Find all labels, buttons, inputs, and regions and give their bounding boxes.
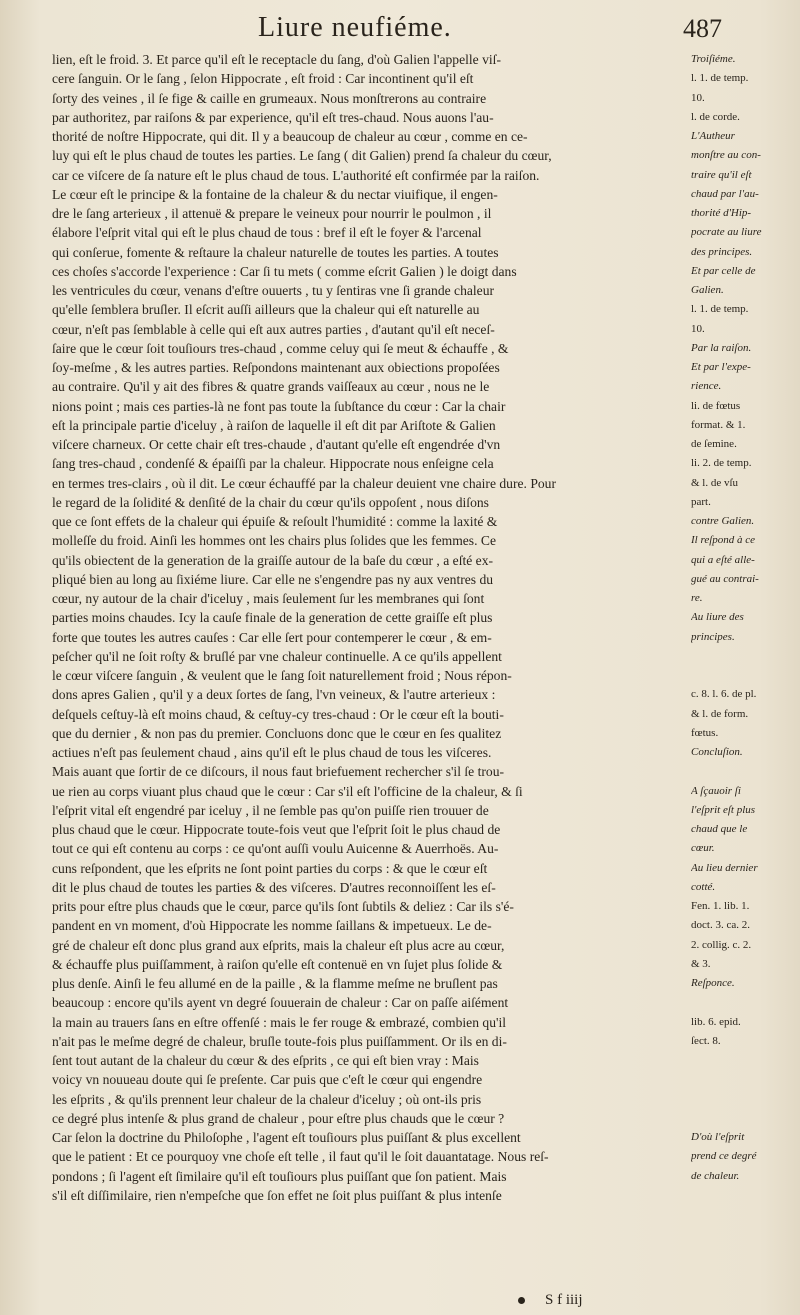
text-line: cœur, ny autour de la chair d'iceluy , mais ſeulement ſur les membranes qui ſont (52, 591, 485, 606)
margin-note: cœur. (691, 842, 715, 855)
margin-note: Concluſion. (691, 746, 743, 758)
margin-note: doct. 3. ca. 2. (691, 919, 750, 932)
margin-note: qui a eſté alle- (691, 553, 755, 566)
margin-spacer (691, 1186, 797, 1205)
text-line: lien, eſt le froid. 3. Et parce qu'il eſt le receptacle du ſang, d'où Galien l'appelle viſ- (52, 52, 501, 67)
text-line: peſcher qu'il ne ſoit roſty & bruſlé par vne chaleur continuelle. A ce qu'ils appellent (52, 648, 502, 664)
margin-note: de chaleur. (691, 1169, 740, 1182)
margin-note: L'Autheur (691, 130, 735, 142)
text-line: actiues n'eſt pas ſeulement chaud , ains qu'il eſt le plus chaud de tous les viſceres. (52, 745, 492, 760)
text-line: car ce viſcere de ſa nature eſt le plus chaud de tous. L'authorité eſt confirmée par la raiſon. (52, 167, 540, 183)
text-line: en termes tres-clairs , où il dit. Le cœur échauffé par la chaleur deuient vne chaire dure. Pour (52, 475, 557, 491)
margin-spacer (691, 762, 797, 781)
text-line: viſcere charneux. Or cette chair eſt tres-chaude , d'autant qu'elle eſt engendrée d'vn (52, 437, 501, 452)
text-line: Mais auant que ſortir de ce diſcours, il nous faut briefuement rechercher s'il ſe trou- (52, 764, 505, 780)
margin-note: Et par l'expe- (691, 361, 751, 373)
page-footer (0, 1292, 800, 1312)
margin-note: Au liure des (691, 611, 744, 624)
margin-spacer (691, 1090, 797, 1109)
text-line: pliqué bien au long au ſixiéme liure. Car elle ne s'engendre pas ny aux ventres du (52, 571, 494, 587)
text-line: le cœur viſcere ſanguin , & veulent que le ſang ſoit naturellement froid ; Nous répon- (52, 668, 512, 683)
margin-note: fœtus. (691, 726, 719, 739)
text-line: molleſſe du froid. Ainſi les hommes ont les chairs plus ſolides que les femmes. Ce (52, 533, 496, 549)
margin-note: gué au contrai- (691, 572, 759, 585)
text-line: prits pour eſtre plus chauds que le cœur, parce qu'ils ſont ſubtils & deliez : Car ils s'é- (52, 899, 514, 914)
text-line: forte que toutes les autres cauſes : Car elle ſert pour contemperer le cœur , & em- (52, 629, 492, 645)
margin-note: & l. de form. (691, 707, 749, 720)
text-line: n'ait pas le meſme degré de chaleur, bruſle toute-fois plus puiſſamment. Or ils en di- (52, 1033, 507, 1049)
text-line: luy qui eſt le plus chaud de toutes les parties. Le ſang ( dit Galien) prend ſa chaleur du cœur, (52, 148, 552, 164)
text-line: l'eſprit vital eſt engendré par iceluy , il ne ſemble pas qu'on puiſſe rien trouuer de (52, 802, 489, 818)
text-line: gré de chaleur eſt donc plus grand aux eſprits, mais la chaleur eſt plus acre au cœur, (52, 937, 505, 953)
text-line: pondons ; ſi l'agent eſt ſimilaire qu'il eſt touſiours plus puiſſant que ſon patient. Mais (52, 1168, 507, 1184)
margin-note: l. de corde. (691, 110, 740, 123)
text-line: ces choſes s'accorde l'experience : Car ſi tu mets ( comme eſcrit Galien ) le doigt dans (52, 263, 517, 279)
margin-note: l. 1. de temp. (691, 72, 749, 85)
text-line: que du dernier , & non pas du premier. Concluons donc que le cœur en ſes qualitez (52, 725, 502, 741)
text-line: thorité de noſtre Hippocrate, qui dit. Il y a beaucoup de chaleur au cœur , comme en ce- (52, 129, 528, 144)
text-line: Car ſelon la doctrine du Philoſophe , l'agent eſt touſiours plus puiſſant & plus excellent (52, 1130, 521, 1145)
main-text-column (52, 50, 680, 1205)
text-line: s'il eſt diſſimilaire, rien n'empeſche que ſon effet ne ſoit plus puiſſant & plus intenſe (52, 1187, 502, 1203)
margin-note: prend ce degré (691, 1150, 757, 1163)
margin-note: cotté. (691, 880, 716, 893)
text-line: ſang tres-chaud , condenſé & épaiſſi par la chaleur. Hippocrate nous enſeigne cela (52, 456, 494, 472)
text-line: eſt la principale partie d'iceluy , à raiſon de laquelle il eſt dit par Ariſtote & Galien (52, 417, 496, 433)
margin-note: 10. (691, 91, 705, 104)
text-line: au contraire. Qu'il y ait des fibres & quatre grands vaiſſeaux au cœur , nous ne le (52, 379, 490, 395)
text-line: parties moins chaudes. Icy la cauſe finale de la generation de cette graiſſe eſt plus (52, 610, 493, 626)
margin-note: li. 2. de temp. (691, 457, 752, 470)
text-line: qu'ils obiectent de la generation de la graiſſe autour de la baſe du cœur , a eſté ex- (52, 552, 494, 568)
margin-note: des principes. (691, 245, 753, 258)
margin-note: contre Galien. (691, 515, 755, 527)
text-line: dit le plus chaud de toutes les parties & des viſceres. D'autres reconnoiſſent les eſ- (52, 879, 496, 895)
margin-note: pocrate au liure (691, 226, 762, 239)
margin-note: Galien. (691, 284, 724, 296)
margin-note: Reſponce. (691, 977, 735, 989)
text-line: plus chaud que le cœur. Hippocrate toute-fois veut que l'eſprit ſoit le plus chaud de (52, 822, 501, 837)
text-line: cere ſanguin. Or le ſang , ſelon Hippocrate , eſt froid : Car incontinent qu'il eſt (52, 71, 474, 87)
margin-note: & l. de vſu (691, 476, 739, 489)
margin-note: A ſçauoir ſi (691, 784, 741, 797)
text-line: les eſprits , & qu'ils prennent leur chaleur de la chaleur d'iceluy ; où ont-ils pris (52, 1091, 482, 1107)
text-line: élabore l'eſprit vital qui eſt le plus chaud de tous : bref il eſt le foyer & l'arcenal (52, 225, 482, 241)
margin-note: l. 1. de temp. (691, 303, 749, 316)
text-line: ſaire que le cœur ſoit touſiours tres-chaud , comme celuy qui ſe meut & échauffe , & (52, 340, 509, 356)
text-line: les ventricules du cœur, venans d'eſtre ouuerts , tu y ſentiras vne ſi grande chaleur (52, 283, 495, 298)
margin-note: principes. (691, 630, 735, 643)
margin-note: D'où l'eſprit (691, 1131, 745, 1143)
text-line: que ce ſont effets de la chaleur qui épuiſe & reſoult l'humidité : comme la laxité & (52, 514, 498, 529)
margin-note: Troiſiéme. (691, 53, 736, 65)
margin-note: l'eſprit eſt plus (691, 803, 756, 816)
text-line: nions point ; mais ces parties-là ne font pas toute la ſubſtance du cœur : Car la chair (52, 398, 506, 414)
margin-note: chaud que le (691, 823, 748, 835)
margin-note: & 3. (691, 957, 711, 970)
text-line: plus denſe. Ainſi le feu allumé en de la paille , & la flamme meſme ne bruſlent pas (52, 976, 498, 991)
text-line: cœur, n'eſt pas ſemblable à celle qui eſt aux autres parties , d'autant qu'il eſt neceſ- (52, 321, 495, 337)
text-line: & échauffe plus puiſſamment, à raiſon qu'elle eſt contenuë en vn ſujet plus ſolide & (52, 956, 503, 972)
margin-note: Fen. 1. lib. 1. (691, 900, 750, 912)
margin-spacer (691, 666, 797, 685)
margin-note: Au lieu dernier (691, 861, 758, 874)
margin-note: re. (691, 592, 703, 604)
text-line: le regard de la ſolidité & denſité de la chair du cœur qu'ils oppoſent , nous diſons (52, 494, 489, 510)
text-line: cuns reſpondent, que les eſprits ne ſont point parties du corps : & que le cœur eſt (52, 860, 488, 876)
text-line: la main au trauers ſans en eſtre offenſé : mais le fer rouge & embrazé, combien qu'il (52, 1014, 507, 1030)
margin-spacer (691, 1109, 797, 1128)
margin-note: 2. collig. c. 2. (691, 938, 752, 951)
margin-note: ſect. 8. (691, 1034, 721, 1047)
margin-note: c. 8. l. 6. de pl. (691, 688, 757, 701)
margin-note: thorité d'Hip- (691, 207, 752, 219)
margin-note: traire qu'il eſt (691, 168, 752, 181)
text-line: dons apres Galien , qu'il y a deux ſortes de ſang, l'vn veineux, & l'autre arterieux : (52, 687, 496, 703)
text-line: ſorty des veines , il ſe fige & caille en grumeaux. Nous monſtrerons au contraire (52, 90, 487, 106)
margin-note: lib. 6. epid. (691, 1015, 741, 1028)
text-line: beaucoup : encore qu'ils ayent vn degré ſouuerain de chaleur : Car on paſſe aiſément (52, 995, 509, 1011)
text-line: ſoy-meſme , & les autres parties. Reſpondons maintenant aux obiections propoſées (52, 360, 500, 375)
margin-note: Par la raiſon. (691, 341, 752, 354)
margin-note: monſtre au con- (691, 149, 761, 162)
page-number: 487 (683, 14, 722, 43)
text-line: qu'elle ſemblera bruſler. Il eſcrit auſſi ailleurs que la chaleur qui eſt naturelle au (52, 302, 480, 318)
margin-spacer (691, 1070, 797, 1089)
margin-note: li. de fœtus (691, 399, 741, 412)
margin-note: rience. (691, 380, 722, 393)
text-line: ue rien au corps viuant plus chaud que le cœur : Car s'il eſt l'officine de la chaleur, & ſi (52, 783, 523, 799)
text-line: par authoritez, par raiſons & par experience, qu'il eſt tres-chaud. Nous auons l'au- (52, 109, 494, 125)
text-line: voicy vn nouueau doute qui ſe preſente. Car puis que c'eſt le cœur qui engendre (52, 1072, 483, 1088)
printer-ornament-icon (518, 1297, 525, 1304)
text-line: dre le ſang arterieux , il attenuë & prepare le veineux pour nourrir le poulmon , il (52, 206, 492, 221)
margin-note: Et par celle de (691, 264, 756, 277)
text-line: tout ce qui eſt contenu au corps : ce qu'ont auſſi voulu Auicenne & Auerrhoës. Au- (52, 841, 499, 857)
margin-note: de ſemine. (691, 438, 737, 450)
text-line: ce degré plus intenſe & plus grand de chaleur , pour eſtre plus chauds que le cœur ? (52, 1110, 505, 1126)
text-line: ſent tout autant de la chaleur du cœur & des eſprits , ce qui eſt bien vray : Mais (52, 1053, 479, 1068)
text-line: deſquels ceſtuy-là eſt moins chaud, & ceſtuy-cy tres-chaud : Or le cœur eſt la bouti- (52, 706, 504, 722)
text-line: qui conſerue, fomente & reſtaure la chaleur naturelle de toutes les parties. A toutes (52, 244, 499, 260)
running-title: Liure neufiéme. (258, 12, 452, 43)
margin-note: 10. (691, 322, 705, 335)
margin-spacer (691, 993, 797, 1012)
margin-notes-column (691, 50, 797, 1205)
signature-mark: S f iiij (545, 1292, 583, 1308)
margin-note: Il reſpond à ce (691, 534, 756, 547)
margin-note: chaud par l'au- (691, 187, 759, 200)
margin-note: part. (691, 495, 711, 508)
text-line: Le cœur eſt le principe & la fontaine de la chaleur & du nectar viuifique, il engen- (52, 186, 498, 202)
margin-spacer (691, 1051, 797, 1070)
text-line: pandent en vn moment, d'où Hippocrate les nomme ſaillans & impetueux. Le de- (52, 918, 492, 934)
margin-note: format. & 1. (691, 418, 746, 431)
margin-spacer (691, 647, 797, 666)
text-line: que le patient : Et ce pourquoy vne choſe eſt telle , il faut qu'il le ſoit dauantatage. Nous reſ- (52, 1149, 549, 1165)
page-header (0, 12, 800, 52)
